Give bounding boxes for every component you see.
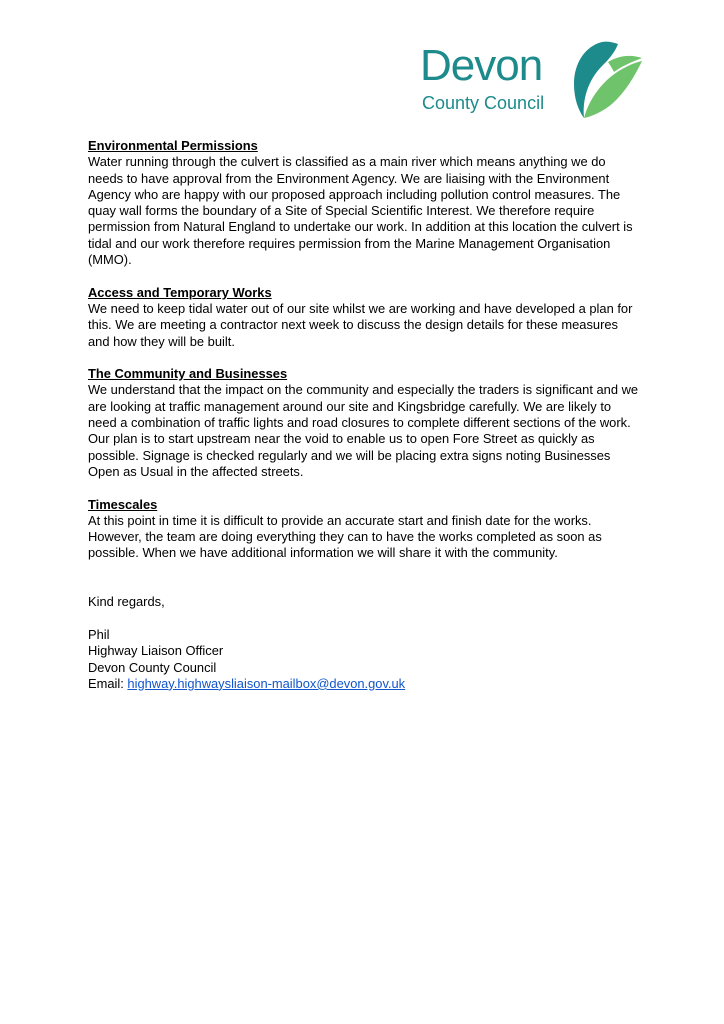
signature-organisation: Devon County Council [88, 659, 217, 675]
section-access-temporary-works [88, 285, 640, 350]
logo-subtitle: County Council [422, 93, 545, 113]
section-community-businesses [88, 366, 640, 480]
signature-block [88, 627, 640, 692]
logo-word: Devon [420, 41, 543, 90]
section-heading: The Community and Businesses [88, 366, 288, 382]
section-body: At this point in time it is difficult to provide an accurate start and finish date for the works. However, the team are doing everything they can to have the works completed as soon as possible. When we have additional information we will share it with the community. [88, 512, 602, 561]
section-body: Water running through the culvert is classified as a main river which means anything we do needs to have approval from the Environment Agency. We are liaising with the Environment Agency who are happy with our proposed approach including pollution control measures. The quay wall forms the boundary of a Site of Special Scientific Interest. We therefore require permission from Natural England to undertake our work. In addition at this location the culvert is tidal and our work therefore requires permission from the Marine Management Organisation (MMO). [88, 154, 633, 268]
signature-title: Highway Liaison Officer [88, 643, 224, 659]
email-label: Email: [88, 675, 128, 691]
section-heading: Timescales [88, 496, 158, 512]
section-body: We understand that the impact on the community and especially the traders is significant and we are looking at traffic management around our site and Kingsbridge carefully. We are likely to need a combination of traffic lights and road closures to complete different sections of the work. Our plan is to start upstream near the void to enable us to open Fore Street as quickly as possible. Signage is checked regularly and we will be placing extra signs noting Businesses Open as Usual in the affected streets. [88, 382, 639, 479]
letter-body [88, 138, 640, 692]
spacer [88, 611, 640, 627]
section-heading: Access and Temporary Works [88, 284, 272, 300]
devon-county-council-logo [420, 40, 642, 120]
closing: Kind regards, [88, 594, 165, 610]
signature-email-line [88, 676, 640, 692]
section-body: We need to keep tidal water out of our site whilst we are working and have developed a plan for this. We are meeting a contractor next week to discuss the design details for these measures and how they will be built. [88, 300, 633, 349]
signature-name: Phil [88, 626, 110, 642]
leaf-icon [558, 40, 642, 120]
email-link[interactable]: highway.highwaysliaison-mailbox@devon.gov.uk [127, 675, 406, 691]
spacer [88, 578, 640, 594]
section-timescales [88, 497, 640, 562]
section-environmental-permissions [88, 138, 640, 268]
section-heading: Environmental Permissions [88, 138, 258, 153]
